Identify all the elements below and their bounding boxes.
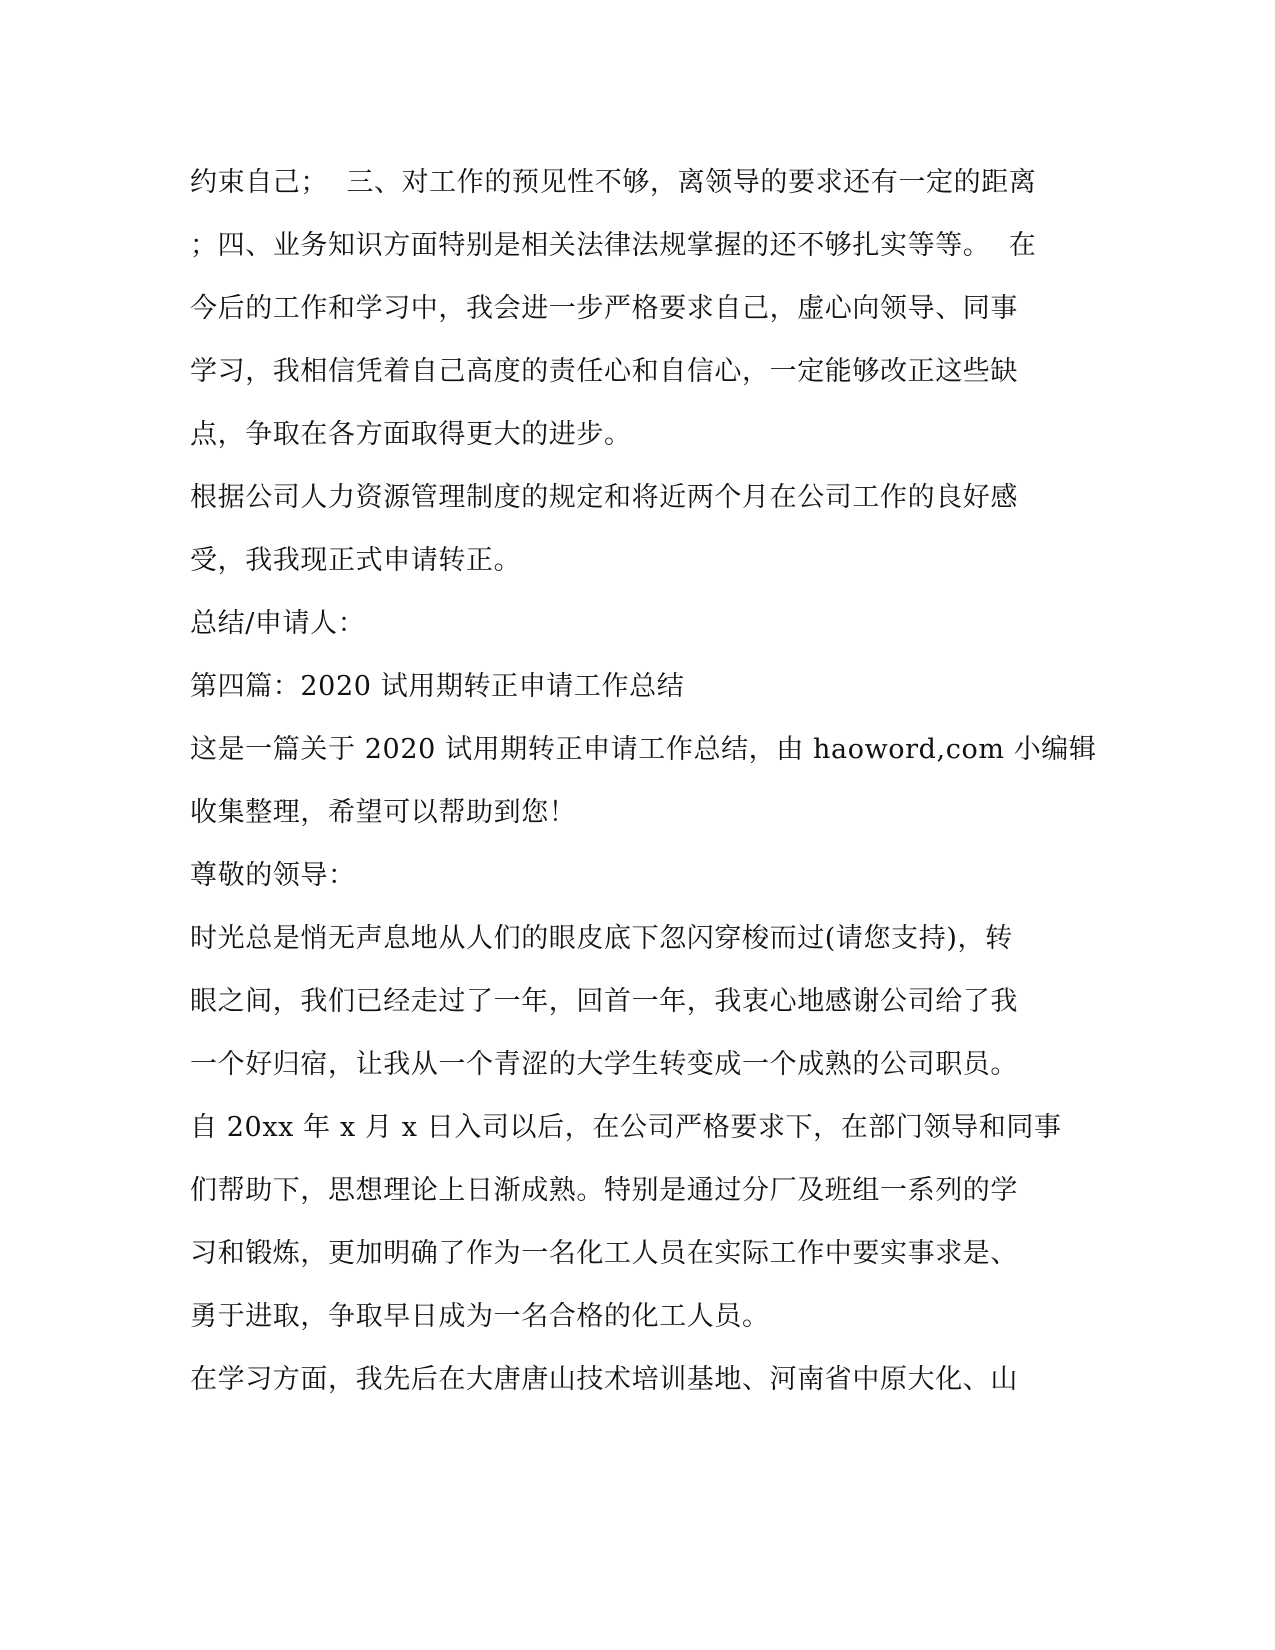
text-line: ；四、业务知识方面特别是相关法律法规掌握的还不够扎实等等。 在 [190, 230, 1037, 261]
text-line: 约束自己； 三、对工作的预见性不够，离领导的要求还有一定的距离 [190, 167, 1037, 198]
salutation: 尊敬的领导： [190, 860, 356, 891]
paragraph-start: 在学习方面，我先后在大唐唐山技术培训基地、河南省中原大化、山 [190, 1364, 1018, 1395]
text-line: 习和锻炼，更加明确了作为一名化工人员在实际工作中要实事求是、 [190, 1238, 1018, 1269]
paragraph-start: 这是一篇关于 2020 试用期转正申请工作总结，由 haoword,com 小编辑 [190, 734, 1097, 765]
text-line: 勇于进取，争取早日成为一名合格的化工人员。 [190, 1301, 770, 1332]
text-line: 学习，我相信凭着自己高度的责任心和自信心，一定能够改正这些缺 [190, 356, 1018, 387]
text-line: 今后的工作和学习中，我会进一步严格要求自己，虚心向领导、同事 [190, 293, 1018, 324]
text-line: 受，我我现正式申请转正。 [190, 545, 522, 576]
text-line: 收集整理，希望可以帮助到您！ [190, 797, 577, 828]
text-line: 点，争取在各方面取得更大的进步。 [190, 419, 632, 450]
paragraph-start: 时光总是悄无声息地从人们的眼皮底下忽闪穿梭而过(请您支持)，转 [190, 923, 1013, 954]
text-line: 们帮助下，思想理论上日渐成熟。特别是通过分厂及班组一系列的学 [190, 1175, 1018, 1206]
signature-label: 总结/申请人： [190, 608, 366, 639]
paragraph-start: 根据公司人力资源管理制度的规定和将近两个月在公司工作的良好感 [190, 482, 1018, 513]
text-line: 一个好归宿，让我从一个青涩的大学生转变成一个成熟的公司职员。 [190, 1049, 1018, 1080]
paragraph-start: 自 20xx 年 x 月 x 日入司以后，在公司严格要求下，在部门领导和同事 [190, 1112, 1062, 1143]
section-heading: 第四篇：2020 试用期转正申请工作总结 [190, 671, 685, 702]
text-line: 眼之间，我们已经走过了一年，回首一年，我衷心地感谢公司给了我 [190, 986, 1018, 1017]
